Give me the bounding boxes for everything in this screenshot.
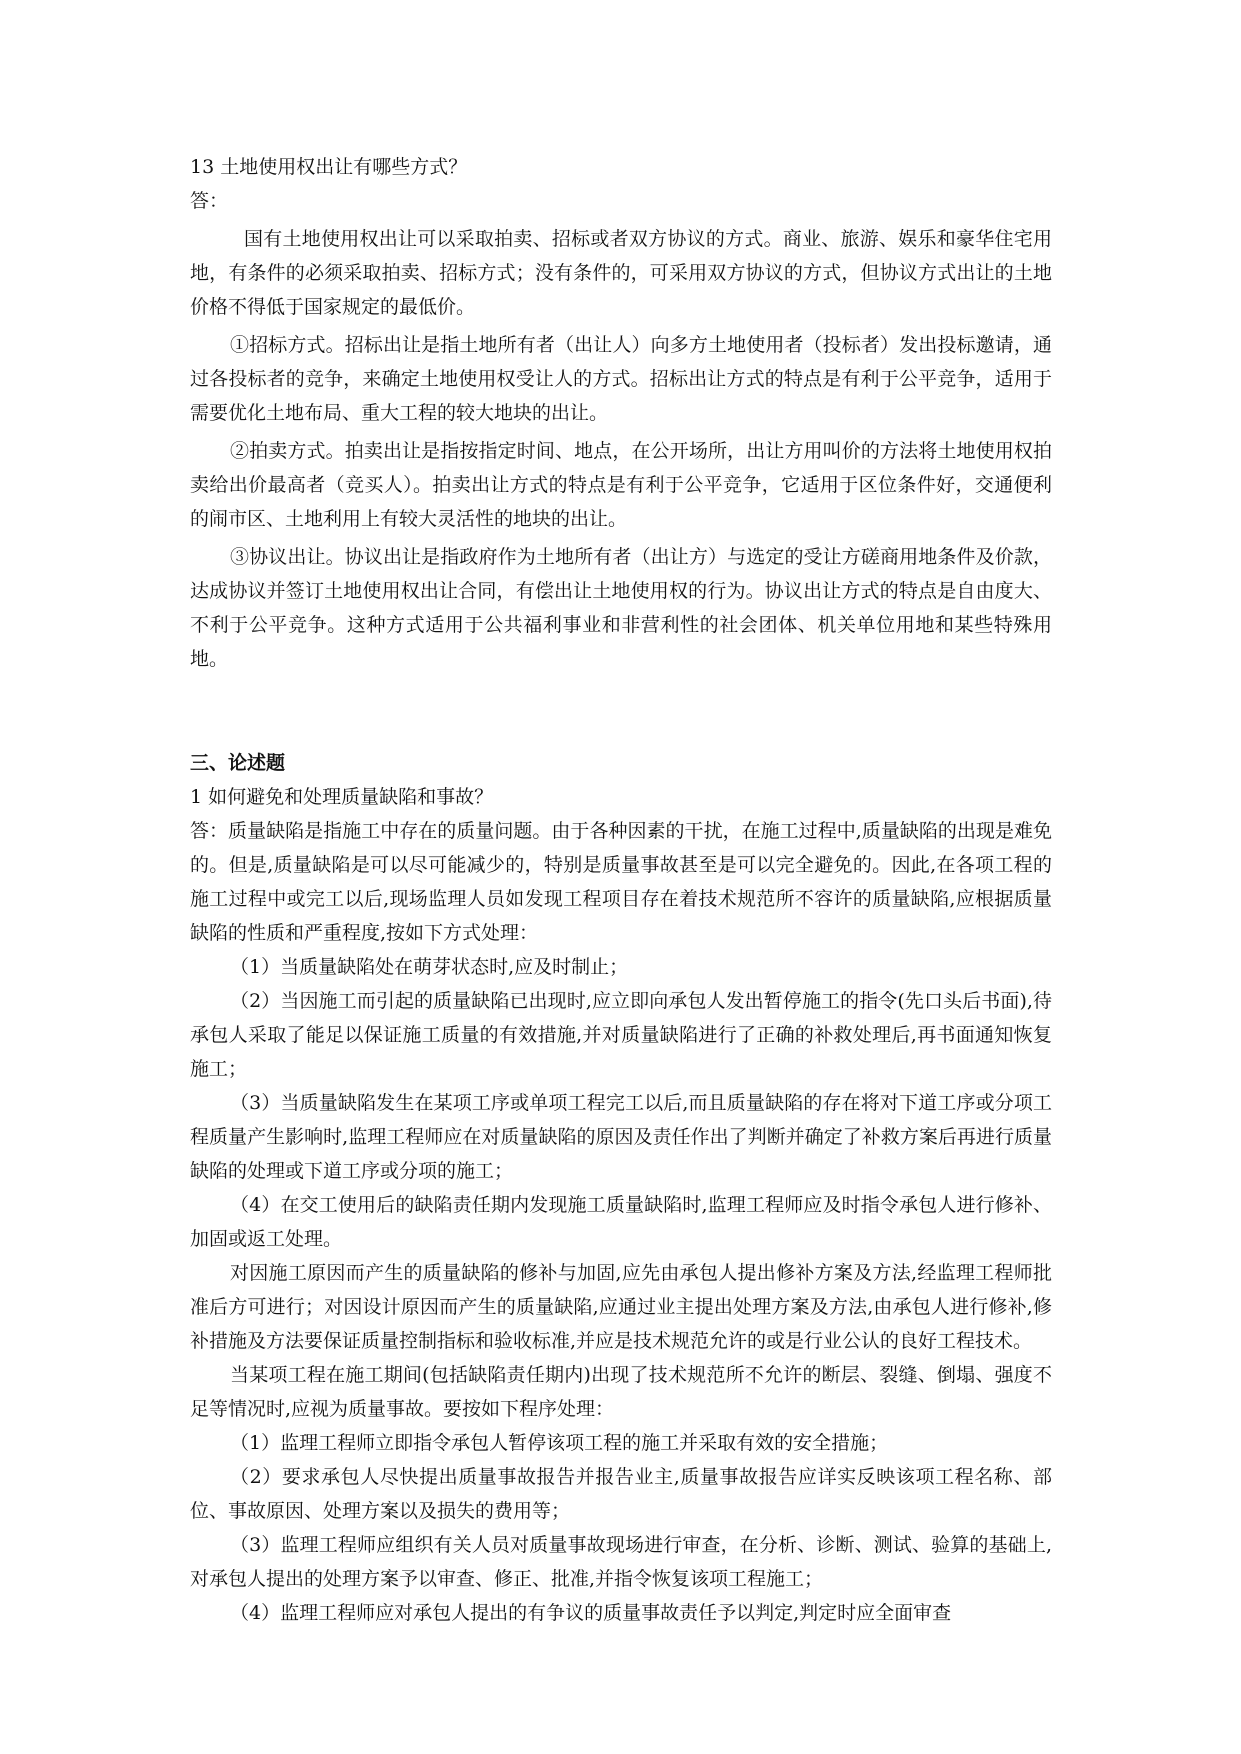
accident-item-2: （2）要求承包人尽快提出质量事故报告并报告业主,质量事故报告应详实反映该项工程名称、部位、事故原因、处理方案以及损失的费用等； bbox=[190, 1466, 1052, 1522]
paragraph-bidding: ①招标方式。招标出让是指土地所有者（出让人）向多方土地使用者（投标者）发出投标邀请，通过各投标者的竞争，来确定土地使用权受让人的方式。招标出让方式的特点是有利于公平竞争，适用于需要优化土地布局、重大工程的较大地块的出让。 bbox=[190, 334, 1052, 424]
section-heading-essay: 三、论述题 bbox=[190, 752, 286, 774]
section-gap bbox=[190, 676, 1052, 746]
accident-item-1: （1）监理工程师立即指令承包人暂停该项工程的施工并采取有效的安全措施； bbox=[230, 1432, 889, 1454]
accident-item-3: （3）监理工程师应组织有关人员对质量事故现场进行审查，在分析、诊断、测试、验算的基础上,对承包人提出的处理方案予以审查、修正、批准,并指令恢复该项工程施工； bbox=[190, 1534, 1052, 1590]
question-1: 1 如何避免和处理质量缺陷和事故？ bbox=[190, 786, 494, 808]
accident-item-4: （4）监理工程师应对承包人提出的有争议的质量事故责任予以判定,判定时应全面审查 bbox=[230, 1602, 952, 1624]
defect-item-4: （4）在交工使用后的缺陷责任期内发现施工质量缺陷时,监理工程师应及时指令承包人进行修补、加固或返工处理。 bbox=[190, 1194, 1052, 1250]
document-page bbox=[190, 150, 1052, 1630]
defect-item-1: （1）当质量缺陷处在萌芽状态时,应及时制止； bbox=[230, 956, 629, 978]
defect-item-3: （3）当质量缺陷发生在某项工序或单项工程完工以后,而且质量缺陷的存在将对下道工序或分项工程质量产生影响时,监理工程师应在对质量缺陷的原因及责任作出了判断并确定了补救方案后再进行质量缺陷的处理或下道工序或分项的施工； bbox=[190, 1092, 1052, 1182]
paragraph-accident: 当某项工程在施工期间(包括缺陷责任期内)出现了技术规范所不允许的断层、裂缝、倒塌、强度不足等情况时,应视为质量事故。要按如下程序处理： bbox=[190, 1364, 1052, 1420]
defect-item-2: （2）当因施工而引起的质量缺陷已出现时,应立即向承包人发出暂停施工的指令(先口头后书面),待承包人采取了能足以保证施工质量的有效措施,并对质量缺陷进行了正确的补救处理后,再书面通知恢复施工； bbox=[190, 990, 1052, 1080]
answer-label: 答： bbox=[190, 190, 229, 212]
paragraph-auction: ②拍卖方式。拍卖出让是指按指定时间、地点，在公开场所，出让方用叫价的方法将土地使用权拍卖给出价最高者（竞买人）。拍卖出让方式的特点是有利于公平竞争，它适用于区位条件好，交通便利的闹市区、土地利用上有较大灵活性的地块的出让。 bbox=[190, 440, 1052, 530]
paragraph-repair: 对因施工原因而产生的质量缺陷的修补与加固,应先由承包人提出修补方案及方法,经监理工程师批准后方可进行；对因设计原因而产生的质量缺陷,应通过业主提出处理方案及方法,由承包人进行修补,修补措施及方法要保证质量控制指标和验收标准,并应是技术规范允许的或是行业公认的良好工程技术。 bbox=[190, 1262, 1052, 1352]
paragraph-agreement: ③协议出让。协议出让是指政府作为土地所有者（出让方）与选定的受让方磋商用地条件及价款，达成协议并签订土地使用权出让合同，有偿出让土地使用权的行为。协议出让方式的特点是自由度大、不利于公平竞争。这种方式适用于公共福利事业和非营利性的社会团体、机关单位用地和某些特殊用地。 bbox=[190, 546, 1052, 670]
answer-intro: 答：质量缺陷是指施工中存在的质量问题。由于各种因素的干扰，在施工过程中,质量缺陷的出现是难免的。但是,质量缺陷是可以尽可能减少的，特别是质量事故甚至是可以完全避免的。因此,在各项工程的施工过程中或完工以后,现场监理人员如发现工程项目存在着技术规范所不容许的质量缺陷,应根据质量缺陷的性质和严重程度,按如下方式处理： bbox=[190, 820, 1052, 944]
paragraph-land-transfer-intro: 国有土地使用权出让可以采取拍卖、招标或者双方协议的方式。商业、旅游、娱乐和豪华住宅用地，有条件的必须采取拍卖、招标方式；没有条件的，可采用双方协议的方式，但协议方式出让的土地价格不得低于国家规定的最低价。 bbox=[190, 228, 1052, 318]
question-13: 13 土地使用权出让有哪些方式？ bbox=[190, 156, 468, 178]
